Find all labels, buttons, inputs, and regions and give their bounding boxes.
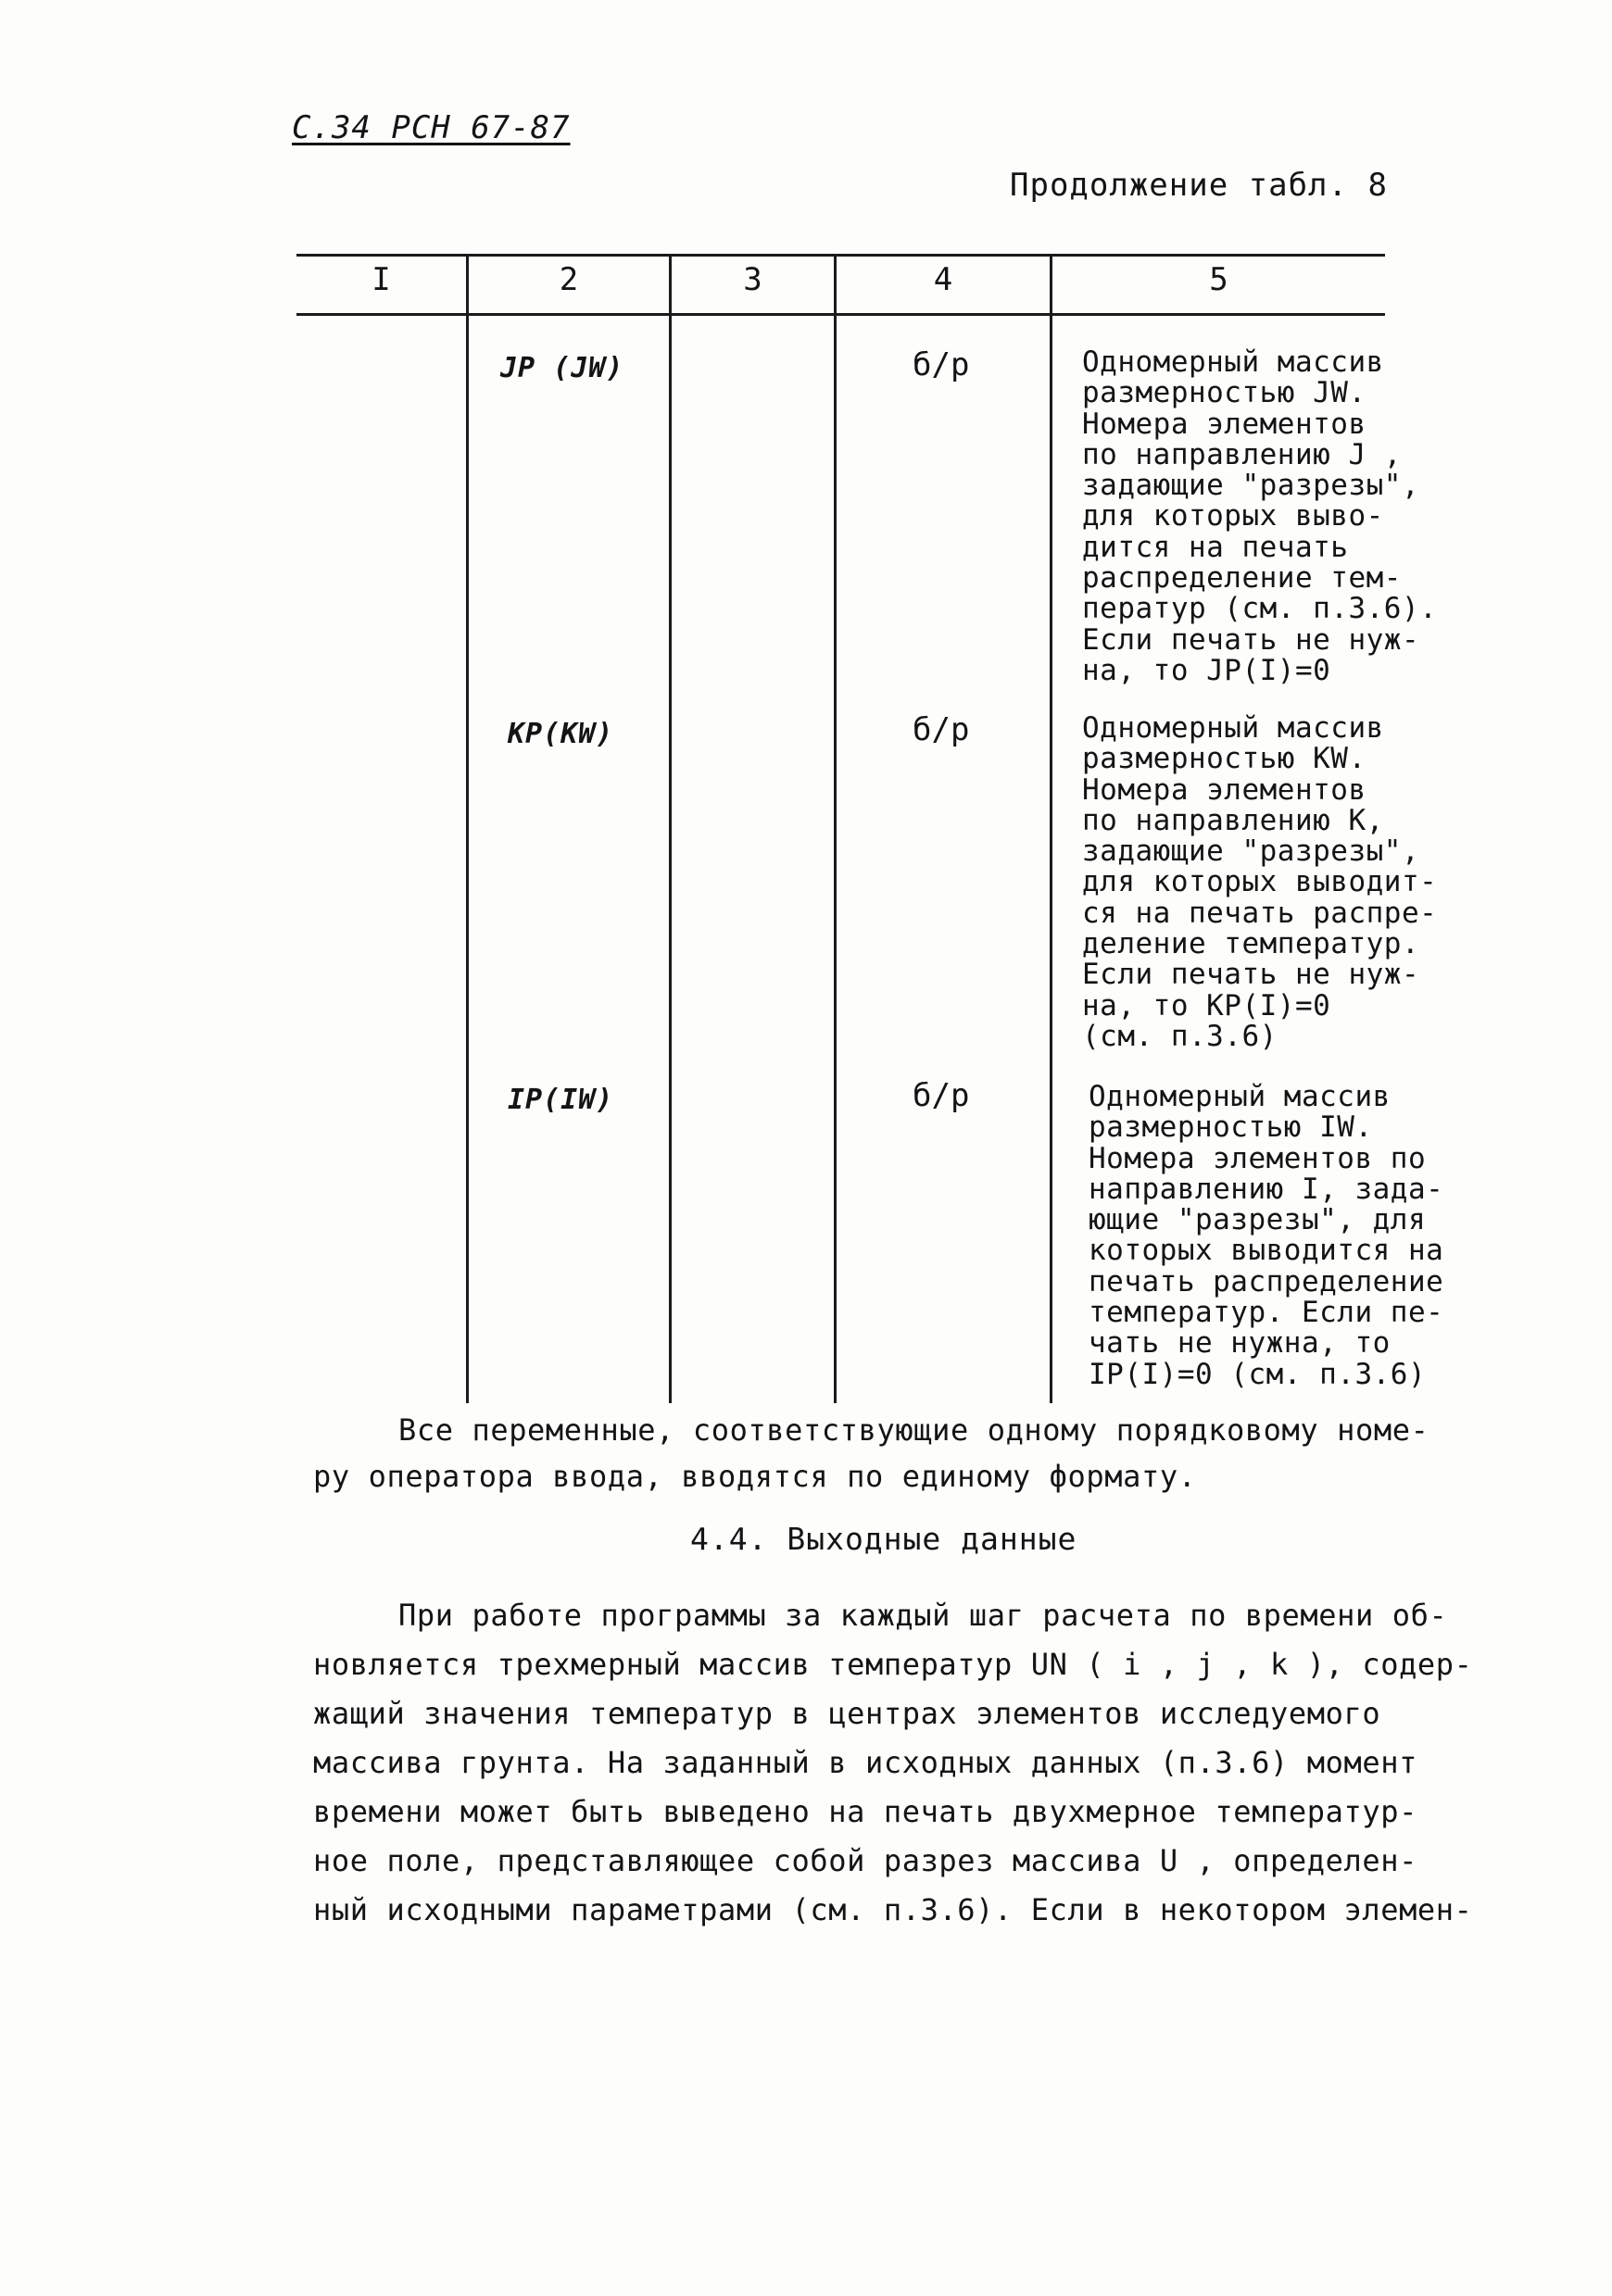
description-line: ператур (см. п.3.6). [1082,592,1438,626]
description-line: Если печать не нуж- [1082,958,1420,992]
table-row-type: б/р [913,1077,970,1114]
description-line: размерностью IW. [1089,1110,1373,1145]
table-row-description [1089,1082,1443,1390]
table-row-identifier: KP(KW) [508,718,614,750]
description-line: для которых выводит- [1082,865,1438,899]
table-col-line-2 [669,313,672,1403]
table-col-line-4 [1050,313,1052,1403]
table-row-type: б/р [913,346,970,383]
description-line: чать не нужна, то [1089,1326,1391,1361]
description-line: по направлению K, [1082,803,1384,837]
table-row-description [1082,347,1437,686]
description-line: Номера элементов по [1089,1141,1427,1175]
column-header-4: 4 [933,261,953,298]
table-header-rule [296,313,1385,316]
description-line: ся на печать распре- [1082,896,1438,930]
description-line: дится на печать [1082,530,1349,564]
body-text-line: массива грунта. На заданный в исходных данных (п.3.6) момент [313,1745,1417,1780]
description-line: печать распределение [1089,1264,1444,1299]
description-line: для которых выво- [1082,499,1384,533]
description-line: которых выводится на [1089,1234,1444,1268]
body-text-line: ное поле, представляющее собой разрез массива U , определен- [313,1843,1417,1878]
table-row-identifier: IP(IW) [508,1084,614,1116]
table-row-type: б/р [913,711,970,748]
column-header-3: 3 [743,261,762,298]
description-line: Номера элементов [1082,407,1366,441]
description-line: размерностью JW. [1082,376,1366,410]
description-line: (см. п.3.6) [1082,1019,1278,1053]
description-line: на, то KP(I)=0 [1082,988,1331,1023]
description-line: деление температур. [1082,927,1420,961]
column-header-1: I [372,261,391,298]
description-line: температур. Если пе- [1089,1296,1444,1330]
table-top-rule [296,254,1385,257]
section-title: 4.4. Выходные данные [690,1521,1077,1557]
description-line: Если печать не нуж- [1082,622,1420,657]
description-line: распределение тем- [1082,561,1402,596]
table-col-line-1 [466,313,469,1403]
description-line: направлению I, зада- [1089,1172,1444,1206]
description-line: Номера элементов [1082,772,1366,807]
table-continuation-label: Продолжение табл. 8 [1010,167,1388,204]
column-header-2: 2 [559,261,579,298]
description-line: по направлению J , [1082,437,1402,471]
description-line: ющие "разрезы", для [1089,1203,1427,1237]
page-code: С.34 РСН 67-87 [292,109,571,146]
body-text-line: времени может быть выведено на печать двухмерное температур- [313,1794,1417,1829]
body-text-line: ный исходными параметрами (см. п.3.6). Если в некотором элемен- [313,1892,1473,1927]
body-text-line: Все переменные, соответствующие одному порядковому номе- [398,1412,1429,1448]
description-line: Одномерный массив [1082,711,1384,745]
body-text-line: При работе программы за каждый шаг расчета по времени об- [398,1598,1448,1633]
description-line: Одномерный массив [1082,345,1384,379]
description-line: Одномерный массив [1089,1080,1391,1113]
column-header-5: 5 [1209,261,1228,298]
table-row-identifier: JP (JW) [500,352,624,384]
description-line: задающие "разрезы", [1082,469,1420,503]
table-row-description [1082,713,1437,1052]
table-col-line-3 [834,313,837,1403]
body-text-line: ру оператора ввода, вводятся по единому формату. [313,1459,1197,1494]
description-line: задающие "разрезы", [1082,834,1420,869]
description-line: IP(I)=0 (см. п.3.6) [1089,1357,1427,1391]
body-text-line: жащий значения температур в центрах элементов исследуемого [313,1696,1381,1731]
description-line: на, то JP(I)=0 [1082,653,1331,687]
body-text-line: новляется трехмерный массив температур UN ( i , j , k ), содер- [313,1647,1473,1682]
description-line: размерностью KW. [1082,742,1366,776]
